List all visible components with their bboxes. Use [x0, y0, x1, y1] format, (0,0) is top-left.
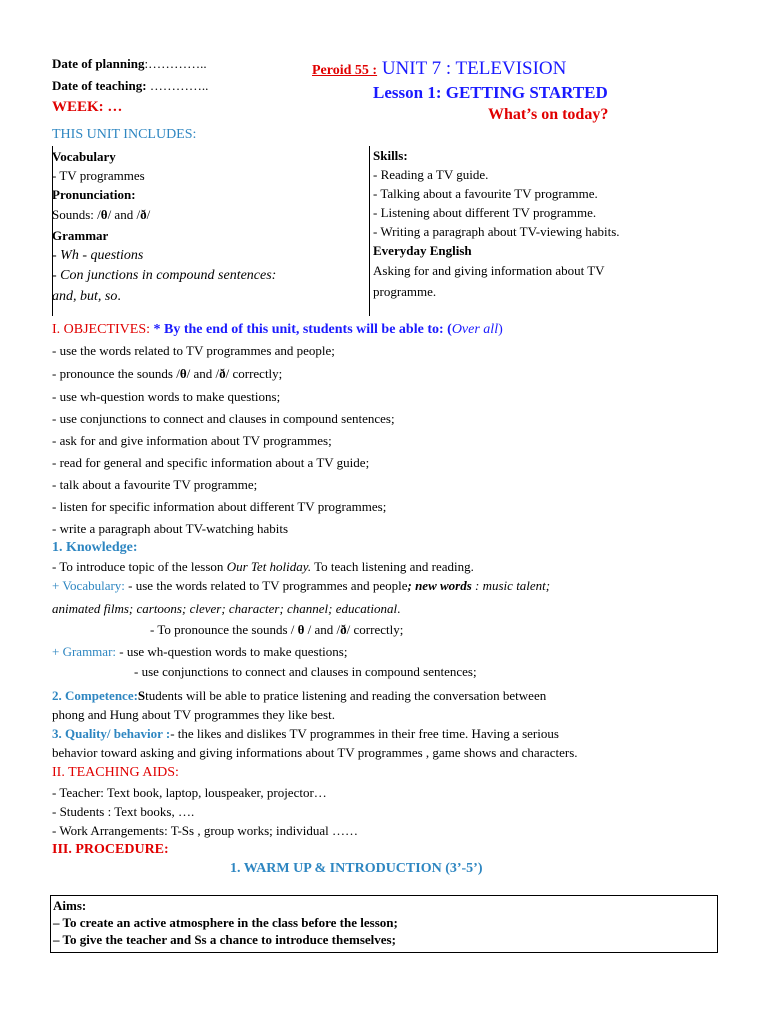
grammar-item-2: - Con junctions in compound sentences:: [52, 268, 277, 283]
knowledge-pron-line: [150, 622, 403, 638]
teaching-aid-item: - Work Arrangements: T-Ss , group works; individual ……: [52, 823, 359, 838]
quality-line-1: [52, 724, 559, 743]
vocabulary-line: [52, 576, 550, 595]
skills-title: Skills:: [373, 148, 408, 163]
vocabulary-words-end: .: [397, 601, 401, 616]
objective-item-pron: [52, 364, 282, 383]
objective-item: - write a paragraph about TV-watching habits: [52, 521, 289, 536]
date-of-teaching: [52, 78, 208, 94]
knowledge-pron-theta: θ: [297, 622, 305, 637]
pron-end: /: [146, 207, 151, 222]
objective-item: - use conjunctions to connect and clauses in compound sentences;: [52, 411, 395, 426]
competence-line-1: [52, 686, 546, 705]
knowledge-line-1: [52, 557, 474, 576]
pron-eth: ð: [140, 207, 147, 222]
competence-line-2: phong and Hung about TV programmes they like best.: [52, 707, 335, 722]
objective-pron-eth: ð: [219, 366, 226, 381]
competence-heading: 2. Competence:: [52, 688, 138, 703]
grammar-conj: and, but, so: [52, 289, 118, 304]
vocabulary-text: - use the words related to TV programmes and people: [124, 578, 408, 593]
teaching-aid-item: - Teacher: Text book, laptop, louspeaker, projector…: [52, 785, 327, 800]
knowledge-pron-eth: ð: [340, 622, 347, 637]
warm-up-heading: 1. WARM UP & INTRODUCTION (3’-5’): [230, 861, 483, 876]
pron-prefix: Sounds: /: [52, 207, 101, 222]
date-of-planning: [52, 56, 207, 72]
teaching-aid-item: - Students : Text books, ….: [52, 804, 195, 819]
objective-pron-text: - pronounce the sounds /: [52, 366, 180, 381]
knowledge-intro: - To introduce topic of the lesson: [52, 559, 227, 574]
unit-includes-heading: THIS UNIT INCLUDES:: [52, 127, 197, 142]
vocabulary-new: ; new words: [407, 578, 472, 593]
lesson-subtitle: What’s on today?: [488, 106, 609, 123]
vocabulary-label: + Vocabulary:: [52, 578, 125, 593]
objective-pron-end: / correctly;: [225, 366, 283, 381]
objectives-intro: * By the end of this unit, students will be able to: (: [150, 322, 452, 337]
quality-text: - the likes and dislikes TV programmes in their free time. Having a serious: [170, 726, 559, 741]
knowledge-topic: Our Tet holiday.: [226, 559, 312, 574]
date-teaching-label: Date of teaching:: [52, 78, 147, 93]
vocab-item: - TV programmes: [52, 168, 145, 183]
grammar-title: Grammar: [52, 228, 109, 243]
knowledge-teach: To teach listening and reading.: [311, 559, 474, 574]
objective-pron-theta: θ: [179, 366, 187, 381]
week-label: WEEK: …: [52, 99, 123, 115]
date-planning-dots: :…………..: [144, 56, 207, 71]
vocabulary-words-2: animated films; cartoons; clever; character; channel; educational: [52, 601, 398, 616]
grammar-line-2: - use conjunctions to connect and clauses in compound sentences;: [134, 664, 477, 679]
procedure-heading: III. PROCEDURE:: [52, 842, 169, 857]
competence-text: tudents will be able to pratice listening and reading the conversation between: [145, 688, 547, 703]
period-label: Peroid 55 :: [312, 63, 378, 78]
objective-item: - listen for specific information about different TV programmes;: [52, 499, 387, 514]
objectives-heading-line: [52, 320, 503, 339]
everyday-title: Everyday English: [373, 243, 472, 258]
pron-item: [52, 205, 150, 224]
grammar-line: [52, 642, 347, 661]
everyday-line-2: programme.: [373, 284, 437, 299]
teaching-aids-heading: II. TEACHING AIDS:: [52, 765, 179, 780]
grammar-text: - use wh-question words to make questions;: [116, 644, 348, 659]
objectives-overall: Over all: [451, 322, 499, 337]
knowledge-heading: 1. Knowledge:: [52, 540, 138, 555]
aims-item: – To give the teacher and Ss a chance to introduce themselves;: [53, 932, 396, 947]
skill-4: - Writing a paragraph about TV-viewing habits.: [373, 224, 620, 239]
grammar-conj-end: .: [117, 289, 121, 304]
skill-1: - Reading a TV guide.: [373, 167, 489, 182]
quality-line-2: behavior toward asking and giving informations about TV programmes , game shows and characters.: [52, 745, 578, 760]
unit-label: UNIT 7 : TELEVISION: [377, 58, 567, 79]
knowledge-pron-b: / and /: [304, 622, 341, 637]
objective-item: - use the words related to TV programmes and people;: [52, 343, 335, 358]
aims-item: – To create an active atmosphere in the class before the lesson;: [53, 915, 398, 930]
objective-item: - talk about a favourite TV programme;: [52, 477, 258, 492]
unit-title: [312, 58, 566, 80]
vocab-title: Vocabulary: [52, 149, 116, 164]
aims-title: Aims:: [53, 898, 87, 913]
vocabulary-words-line: [52, 599, 400, 618]
knowledge-pron-a: - To pronounce the sounds /: [150, 622, 298, 637]
pron-mid: / and /: [107, 207, 141, 222]
quality-heading: 3. Quality/ behavior :: [52, 726, 171, 741]
objectives-heading: I. OBJECTIVES:: [52, 322, 150, 337]
objectives-close: ): [498, 322, 503, 337]
pron-title: Pronunciation:: [52, 187, 136, 202]
vocabulary-words-1: : music talent;: [471, 578, 551, 593]
objective-pron-mid: / and /: [186, 366, 220, 381]
knowledge-pron-c: / correctly;: [346, 622, 404, 637]
date-planning-label: Date of planning: [52, 56, 145, 71]
date-teaching-dots: …………..: [146, 78, 209, 93]
objective-item: - ask for and give information about TV programmes;: [52, 433, 332, 448]
grammar-item-1: - Wh - questions: [52, 248, 144, 263]
competence-initial: S: [137, 688, 146, 703]
skill-3: - Listening about different TV programme.: [373, 205, 597, 220]
lesson-title: Lesson 1: GETTING STARTED: [373, 83, 608, 102]
skill-2: - Talking about a favourite TV programme.: [373, 186, 598, 201]
grammar-item-3: [52, 287, 121, 306]
everyday-line-1: Asking for and giving information about TV: [373, 263, 605, 278]
pron-theta: θ: [100, 207, 108, 222]
objective-item: - read for general and specific information about a TV guide;: [52, 455, 370, 470]
grammar-label: + Grammar:: [52, 644, 117, 659]
objective-item: - use wh-question words to make questions;: [52, 389, 281, 404]
